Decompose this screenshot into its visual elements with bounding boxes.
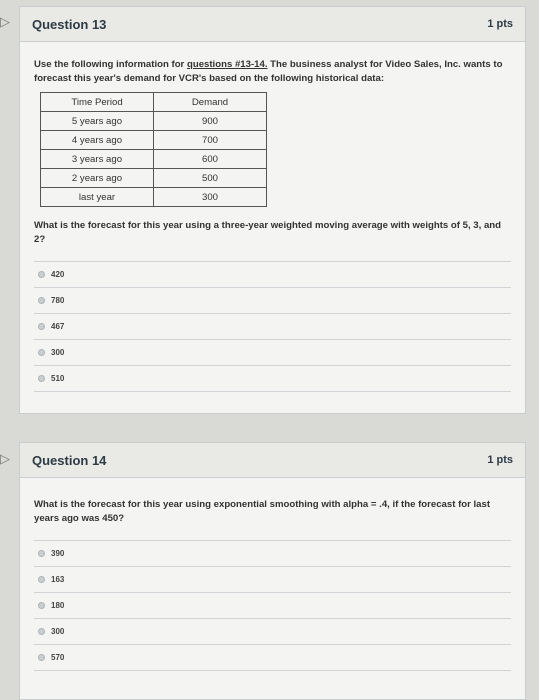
- question-13-answers: [34, 261, 511, 392]
- table-cell: 5 years ago: [41, 112, 154, 131]
- table-cell: 300: [154, 188, 267, 207]
- answer-label: 780: [51, 296, 65, 305]
- flag-icon[interactable]: ▷: [0, 14, 10, 29]
- question-13-points: 1 pts: [487, 18, 513, 30]
- table-row: [41, 150, 267, 169]
- table-cell: last year: [41, 188, 154, 207]
- table-row: [41, 112, 267, 131]
- table-header-demand: Demand: [154, 93, 267, 112]
- table-cell: 500: [154, 169, 267, 188]
- question-14-card: [19, 442, 526, 700]
- answer-option[interactable]: [34, 287, 511, 313]
- answer-label: 420: [51, 270, 65, 279]
- radio-button[interactable]: [38, 297, 45, 304]
- question-14-points: 1 pts: [487, 454, 513, 466]
- answer-option[interactable]: [34, 618, 511, 644]
- answer-option[interactable]: [34, 313, 511, 339]
- radio-button[interactable]: [38, 576, 45, 583]
- table-header-row: [41, 93, 267, 112]
- radio-button[interactable]: [38, 271, 45, 278]
- question-14-prompt: What is the forecast for this year using exponential smoothing with alpha = .4, if the forecast for last years ago was 450?: [34, 499, 491, 524]
- question-14-header: [20, 443, 525, 478]
- answer-option[interactable]: [34, 540, 511, 566]
- questions-link[interactable]: questions #13-14.: [186, 59, 268, 70]
- question-14-title: Question 14: [32, 452, 107, 468]
- table-cell: 900: [154, 112, 267, 131]
- answer-option[interactable]: [34, 566, 511, 592]
- table-cell: 3 years ago: [41, 150, 154, 169]
- radio-button[interactable]: [38, 349, 45, 356]
- radio-button[interactable]: [38, 628, 45, 635]
- question-13-prompt: What is the forecast for this year using a three-year weighted moving average with weights of 5, 3, and 2?: [34, 220, 502, 245]
- table-cell: 700: [154, 131, 267, 150]
- answer-label: 180: [51, 601, 65, 610]
- answer-label: 300: [51, 627, 65, 636]
- flag-icon[interactable]: ▷: [0, 451, 10, 466]
- table-row: [41, 131, 267, 150]
- answer-option[interactable]: [34, 261, 511, 287]
- question-14-answers: [34, 540, 511, 671]
- answer-label: 570: [51, 653, 65, 662]
- question-13-intro: [34, 58, 511, 86]
- table-cell: 2 years ago: [41, 169, 154, 188]
- radio-button[interactable]: [38, 550, 45, 557]
- answer-option[interactable]: [34, 365, 511, 392]
- answer-option[interactable]: [34, 592, 511, 618]
- answer-label: 510: [51, 374, 65, 383]
- intro-suffix: The business analyst for Video Sales, Inc. wants to forecast this year's demand for VCR's based on the following historical data:: [34, 59, 503, 84]
- answer-label: 390: [51, 549, 65, 558]
- answer-label: 163: [51, 575, 65, 584]
- question-13-title: Question 13: [32, 16, 107, 32]
- table-row: [41, 188, 267, 207]
- radio-button[interactable]: [38, 654, 45, 661]
- radio-button[interactable]: [38, 323, 45, 330]
- radio-button[interactable]: [38, 375, 45, 382]
- answer-option[interactable]: [34, 644, 511, 671]
- radio-button[interactable]: [38, 602, 45, 609]
- intro-prefix: Use the following information for: [34, 59, 187, 70]
- table-header-time-period: Time Period: [41, 93, 154, 112]
- table-row: [41, 169, 267, 188]
- table-cell: 600: [154, 150, 267, 169]
- answer-option[interactable]: [34, 339, 511, 365]
- question-13-header: [20, 7, 525, 42]
- answer-label: 300: [51, 348, 65, 357]
- answer-label: 467: [51, 322, 65, 331]
- question-13-card: [19, 6, 526, 414]
- table-cell: 4 years ago: [41, 131, 154, 150]
- historical-data-table: [40, 92, 267, 207]
